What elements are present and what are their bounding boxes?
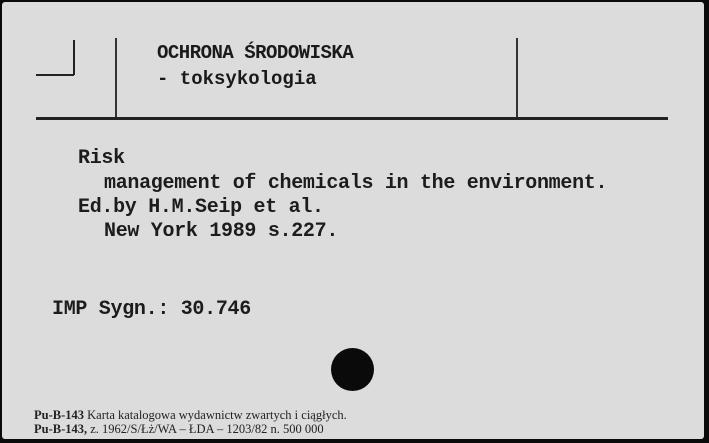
- footer-code-2: Pu-B-143,: [34, 422, 88, 436]
- record-editor: Ed.by H.M.Seip et al.: [78, 196, 324, 219]
- footer-text-1: Karta katalogowa wydawnictw zwartych i ciągłych.: [87, 408, 347, 422]
- header-rule: [36, 117, 668, 120]
- catalog-card: [2, 2, 704, 439]
- header-divider-left: [115, 38, 117, 118]
- corner-bracket-horizontal: [36, 74, 74, 76]
- subject-heading: OCHRONA ŚRODOWISKA: [157, 42, 354, 64]
- header-divider-right: [516, 38, 518, 118]
- punch-hole: [331, 348, 374, 391]
- footer-code-1: Pu-B-143: [34, 408, 84, 422]
- record-imprint: New York 1989 s.227.: [104, 220, 339, 243]
- record-title-line-2: management of chemicals in the environment.: [104, 172, 608, 195]
- subject-subheading: - toksykologia: [157, 68, 317, 90]
- footer-text-2: z. 1962/S/Łż/WA – ŁDA – 1203/82 n. 500 000: [90, 422, 324, 436]
- record-shelfmark: IMP Sygn.: 30.746: [52, 298, 251, 321]
- footer-line-1: [34, 408, 347, 423]
- corner-bracket-vertical: [73, 40, 75, 75]
- record-title-line-1: Risk: [78, 147, 125, 170]
- footer-line-2: [34, 422, 324, 437]
